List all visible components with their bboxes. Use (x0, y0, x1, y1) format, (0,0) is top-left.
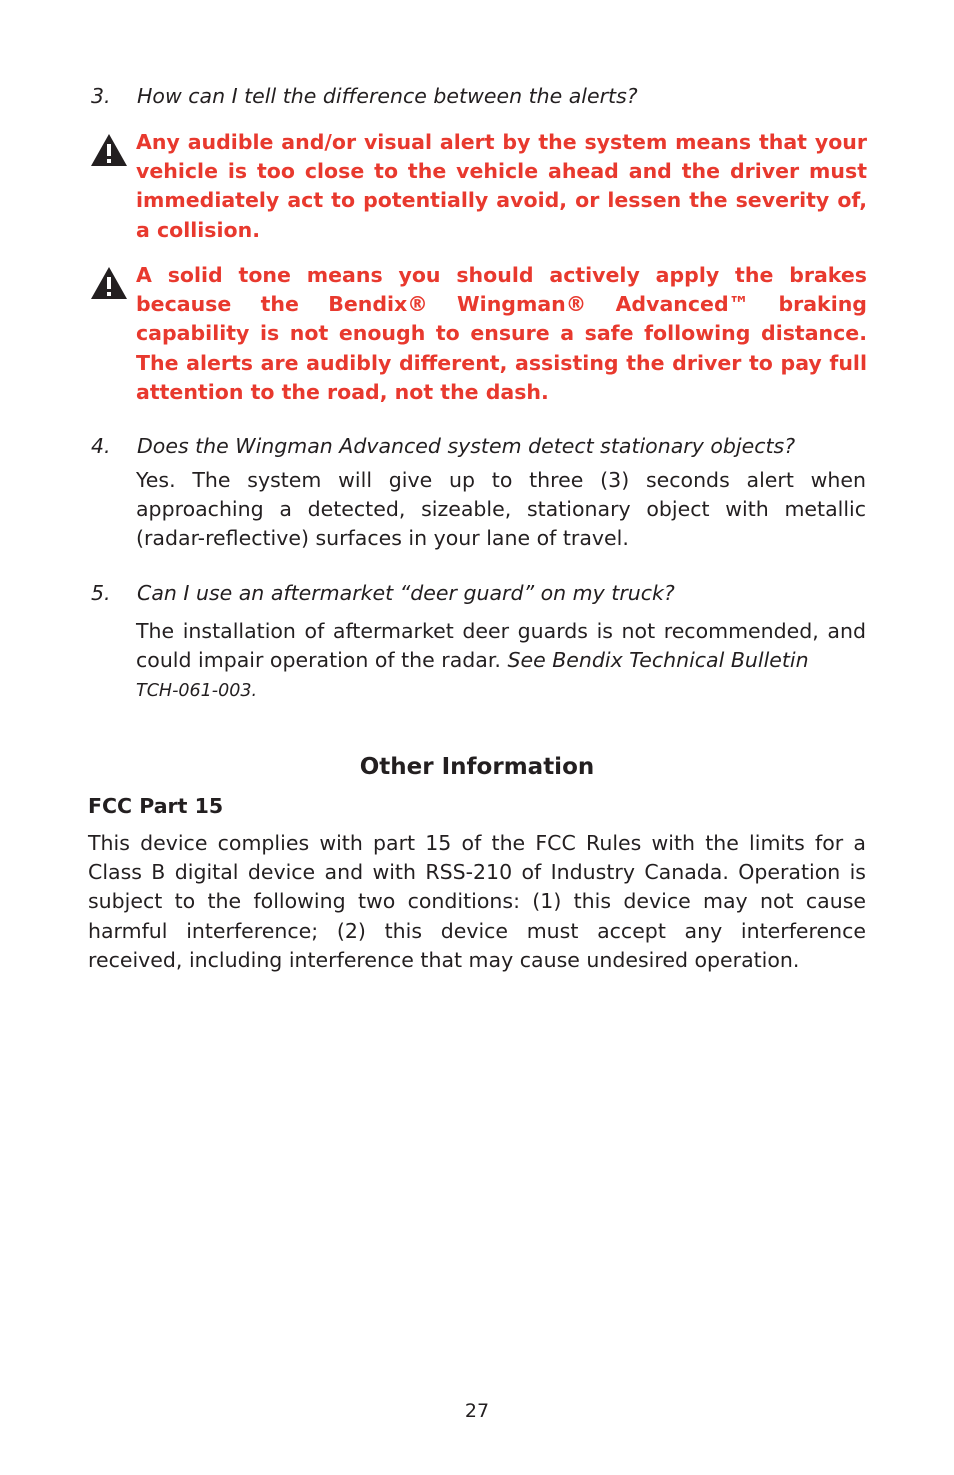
question-text: How can I tell the difference between the alerts? (137, 84, 638, 108)
question-number: 4. (91, 434, 111, 458)
question-4 (91, 432, 871, 461)
warning-triangle-icon (89, 265, 129, 301)
question-5 (91, 579, 871, 608)
question-number: 3. (91, 84, 111, 108)
page-number: 27 (464, 1400, 490, 1422)
answer-5 (136, 617, 866, 707)
question-text: Can I use an aftermarket “deer guard” on my truck? (137, 581, 675, 605)
warning-triangle-icon (89, 132, 129, 168)
section-title: Other Information (359, 754, 595, 780)
warning-block-2 (89, 261, 867, 407)
subsection-title: FCC Part 15 (88, 794, 224, 818)
answer-text: The installation of aftermarket deer guards is not recommended, and could impair operation of the radar. (136, 619, 866, 673)
question-3 (91, 82, 871, 111)
fcc-paragraph: This device complies with part 15 of the FCC Rules with the limits for a Class B digital device and with RSS-210 of Industry Canada. Operation is subject to the following two conditions: (1) this device may not cause harmful interference; (2) this device must accept any interference received, including interference that may cause undesired operation. (88, 831, 866, 972)
question-number: 5. (91, 581, 111, 605)
answer-4: Yes. The system will give up to three (3) seconds alert when approaching a detected, sizeable, stationary object with metallic (radar-reflective) surfaces in your lane of travel. (136, 468, 866, 551)
question-text: Does the Wingman Advanced system detect stationary objects? (137, 434, 796, 458)
bulletin-number: TCH-061-003. (136, 681, 258, 702)
warning-block-1 (89, 128, 867, 245)
warning-text: Any audible and/or visual alert by the system means that your vehicle is too close to the vehicle ahead and the driver must immediately act to potentially avoid, or lessen the severity of, a collision. (136, 130, 867, 242)
warning-text: A solid tone means you should actively apply the brakes because the Bendix® Wingman® Advanced™ braking capability is not enough to ensure a safe following distance. The alerts are audibly different, assisting the driver to pay full attention to the road, not the dash. (136, 263, 867, 404)
bulletin-reference: See Bendix Technical Bulletin (507, 648, 809, 673)
